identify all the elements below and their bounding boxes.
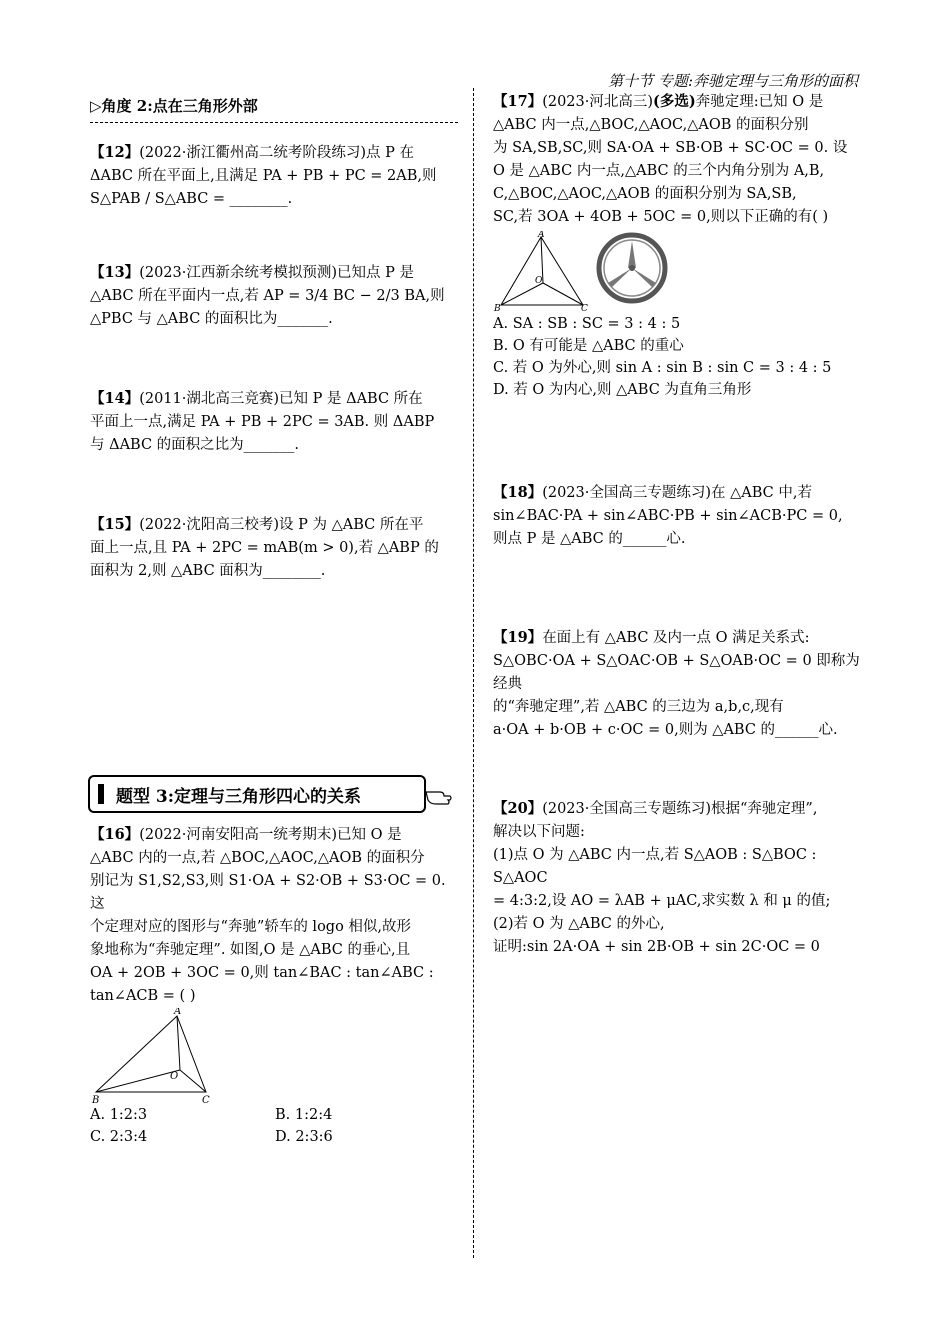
q16-line6: OA + 2OB + 3OC = 0,则 tan∠BAC : tan∠ABC : bbox=[90, 965, 434, 981]
q17-line2: △ABC 内一点,△BOC,△AOC,△AOB 的面积分别 bbox=[493, 117, 809, 133]
q16-option-d[interactable]: D. 2:3:6 bbox=[275, 1129, 333, 1145]
q17-line1: 奔驰定理:已知 O 是 bbox=[695, 94, 824, 110]
q14-number: 【14】 bbox=[90, 390, 140, 407]
q18-number: 【18】 bbox=[493, 484, 543, 501]
q20-line1: (2023·全国高三专题练习)根据“奔驰定理”, bbox=[542, 801, 818, 817]
q17-triangle-figure bbox=[493, 231, 593, 313]
q17-label-c: C bbox=[581, 304, 588, 313]
q14-line1: (2011·湖北高三竞赛)已知 P 是 ΔABC 所在 bbox=[139, 391, 423, 407]
q16-number: 【16】 bbox=[90, 826, 140, 843]
q17-line5: C,△BOC,△AOC,△AOB 的面积分别为 SA,SB, bbox=[493, 186, 797, 202]
q20-line3: (1)点 O 为 △ABC 内一点,若 S△AOB : S△BOC : S△AOC bbox=[493, 847, 817, 886]
q15-number: 【15】 bbox=[90, 516, 140, 533]
q17-multi-tag: (多选) bbox=[653, 93, 696, 110]
q19-line3: 的“奔驰定理”,若 △ABC 的三边为 a,b,c,现有 bbox=[493, 699, 784, 715]
q12-line2: ΔABC 所在平面上,且满足 PA + PB + PC = 2AB,则 bbox=[90, 168, 437, 184]
q20-line6: 证明:sin 2A·OA + sin 2B·OB + sin 2C·OC = 0 bbox=[493, 939, 820, 955]
q19-line2: S△OBC·OA + S△OAC·OB + S△OAB·OC = 0 即称为经典 bbox=[493, 653, 860, 692]
q15-line2: 面上一点,且 PA + 2PC = mAB(m > 0),若 △ABP 的 bbox=[90, 540, 439, 556]
q15-line3: 面积为 2,则 △ABC 面积为________. bbox=[90, 563, 326, 579]
q16-option-a[interactable]: A. 1:2:3 bbox=[90, 1107, 148, 1123]
q17-number: 【17】 bbox=[493, 93, 543, 110]
q17-option-d[interactable]: D. 若 O 为内心,则 △ABC 为直角三角形 bbox=[493, 382, 752, 398]
question-14 bbox=[90, 387, 460, 457]
q16-line1: (2022·河南安阳高一统考期末)已知 O 是 bbox=[139, 827, 402, 843]
section-angle-2: ▷角度 2:点在三角形外部 bbox=[90, 97, 258, 115]
q19-number: 【19】 bbox=[493, 629, 543, 646]
q18-line2: sin∠BAC·PA + sin∠ABC·PB + sin∠ACB·PC = 0, bbox=[493, 508, 843, 524]
q16-label-b: B bbox=[92, 1095, 100, 1104]
right-column bbox=[493, 90, 873, 401]
pointing-hand-icon bbox=[424, 782, 454, 808]
q13-line2: △ABC 所在平面内一点,若 AP = 3/4 BC − 2/3 BA,则 bbox=[90, 288, 445, 304]
question-13 bbox=[90, 261, 460, 331]
q16-label-c: C bbox=[202, 1095, 210, 1104]
q17-source: (2023·河北高三) bbox=[542, 94, 654, 110]
q18-line3: 则点 P 是 △ABC 的______心. bbox=[493, 531, 686, 547]
q16-option-b[interactable]: B. 1:2:4 bbox=[275, 1107, 333, 1123]
q16-line3: 别记为 S1,S2,S3,则 S1·OA + S2·OB + S3·OC = 0. 这 bbox=[90, 873, 446, 912]
q20-line2: 解决以下问题: bbox=[493, 824, 585, 840]
q17-option-a[interactable]: A. SA : SB : SC = 3 : 4 : 5 bbox=[493, 316, 681, 332]
q16-label-o: O bbox=[170, 1071, 179, 1082]
q17-options bbox=[493, 313, 873, 401]
question-17 bbox=[493, 90, 873, 229]
question-20 bbox=[493, 797, 873, 959]
q13-number: 【13】 bbox=[90, 264, 140, 281]
q14-line3: 与 ΔABC 的面积之比为_______. bbox=[90, 437, 300, 453]
q14-line2: 平面上一点,满足 PA + PB + 2PC = 3AB. 则 ΔABP bbox=[90, 414, 435, 430]
q17-line4: O 是 △ABC 内一点,△ABC 的三个内角分别为 A,B, bbox=[493, 163, 825, 179]
q17-line3: 为 SA,SB,SC,则 SA·OA + SB·OB + SC·OC = 0. 设 bbox=[493, 140, 848, 156]
q17-label-b: B bbox=[494, 304, 501, 313]
q17-figures bbox=[493, 231, 873, 313]
question-16 bbox=[90, 823, 460, 1148]
q16-label-a: A bbox=[174, 1008, 182, 1017]
q12-line3: S△PAB / S△ABC = ________. bbox=[90, 191, 293, 207]
q13-line3: △PBC 与 △ABC 的面积比为_______. bbox=[90, 311, 333, 327]
q17-label-a: A bbox=[538, 231, 545, 240]
q16-triangle-figure bbox=[90, 1008, 220, 1104]
q12-line1: (2022·浙江衢州高二统考阶段练习)点 P 在 bbox=[139, 145, 414, 161]
q18-line1: (2023·全国高三专题练习)在 △ABC 中,若 bbox=[542, 485, 812, 501]
type-3-heading bbox=[88, 775, 426, 813]
heading-bar bbox=[98, 784, 104, 804]
q19-line4: a·OA + b·OB + c·OC = 0,则为 △ABC 的______心. bbox=[493, 722, 838, 738]
q17-label-o: O bbox=[535, 276, 543, 286]
q20-line5: (2)若 O 为 △ABC 的外心, bbox=[493, 916, 665, 932]
q20-line4: = 4:3:2,设 AO = λAB + μAC,求实数 λ 和 μ 的值; bbox=[493, 893, 831, 909]
q17-line6: SC,若 3OA + 4OB + 5OC = 0,则以下正确的有( ) bbox=[493, 209, 829, 225]
q16-line7: tan∠ACB = ( ) bbox=[90, 988, 196, 1004]
type-3-title: 题型 3:定理与三角形四心的关系 bbox=[116, 786, 362, 807]
q13-line1: (2023·江西新余统考模拟预测)已知点 P 是 bbox=[139, 265, 414, 281]
q16-option-c[interactable]: C. 2:3:4 bbox=[90, 1129, 148, 1145]
q16-line5: 象地称为“奔驰定理”. 如图,O 是 △ABC 的垂心,且 bbox=[90, 942, 411, 958]
page-header: 第十节 专题:奔驰定理与三角形的面积 bbox=[608, 72, 858, 90]
question-15 bbox=[90, 513, 460, 583]
q16-options bbox=[90, 1104, 460, 1148]
column-divider bbox=[473, 88, 474, 1258]
section-divider bbox=[90, 122, 458, 123]
benz-logo-icon bbox=[595, 231, 669, 305]
q17-option-c[interactable]: C. 若 O 为外心,则 sin A : sin B : sin C = 3 : 4 : 5 bbox=[493, 360, 832, 376]
q20-number: 【20】 bbox=[493, 800, 543, 817]
question-12 bbox=[90, 141, 460, 211]
q19-line1: 在面上有 △ABC 及内一点 O 满足关系式: bbox=[542, 630, 810, 646]
q12-number: 【12】 bbox=[90, 144, 140, 161]
question-19 bbox=[493, 626, 873, 742]
q16-line4: 个定理对应的图形与“奔驰”轿车的 logo 相似,故形 bbox=[90, 919, 412, 935]
question-18 bbox=[493, 481, 873, 551]
q16-line2: △ABC 内的一点,若 △BOC,△AOC,△AOB 的面积分 bbox=[90, 850, 425, 866]
q15-line1: (2022·沈阳高三校考)设 P 为 △ABC 所在平 bbox=[139, 517, 424, 533]
left-column bbox=[90, 95, 460, 583]
q17-option-b[interactable]: B. O 有可能是 △ABC 的重心 bbox=[493, 338, 684, 354]
